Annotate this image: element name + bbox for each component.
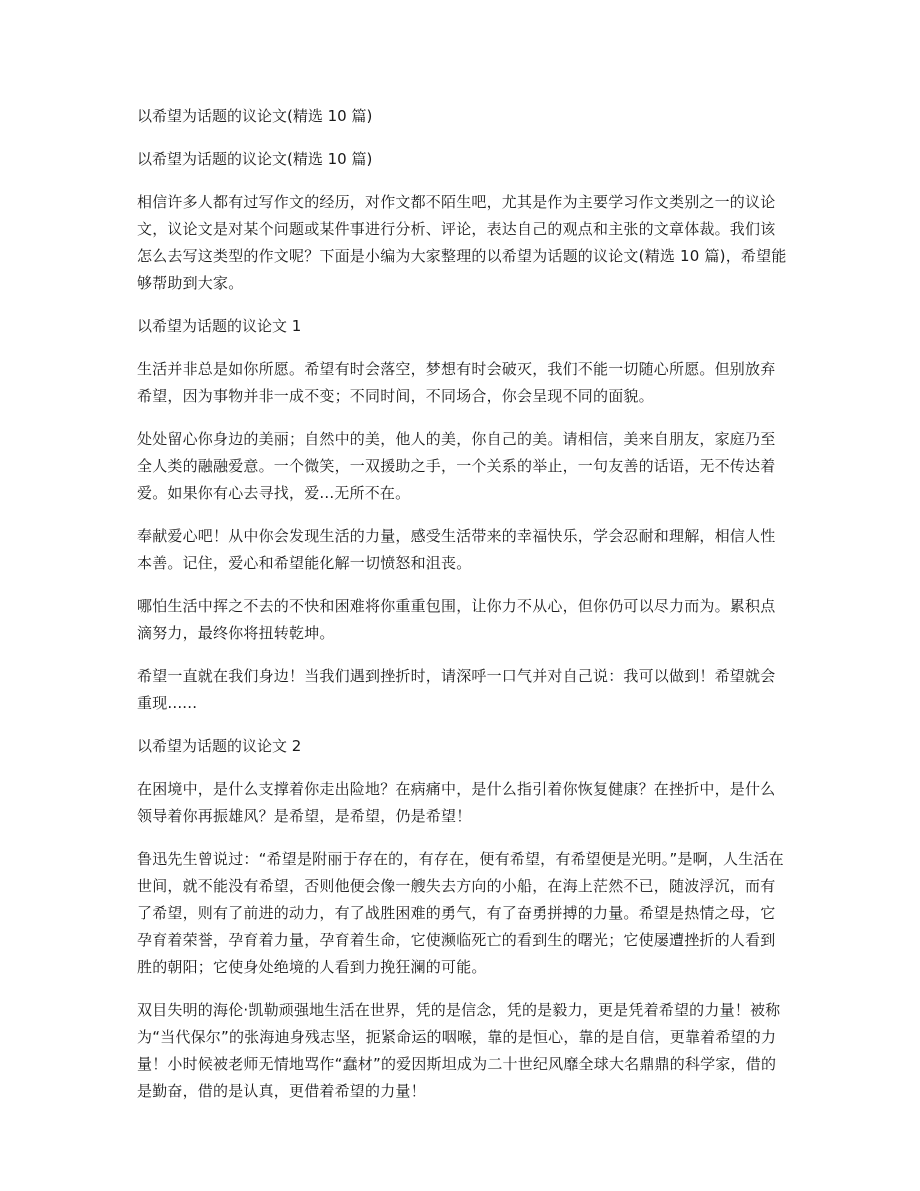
essay-1-paragraph: 希望一直就在我们身边！当我们遇到挫折时，请深呼一口气并对自己说：我可以做到！希望就会重现...... (137, 667, 776, 712)
essay-1-paragraph: 哪怕生活中挥之不去的不快和困难将你重重包围，让你力不从心，但你仍可以尽力而为。累积点滴努力，最终你将扭转乾坤。 (137, 597, 776, 642)
document-subtitle: 以希望为话题的议论文(精选 10 篇) (137, 150, 373, 168)
document-title: 以希望为话题的议论文(精选 10 篇) (137, 107, 373, 125)
essay-2-paragraph: 在困境中，是什么支撑着你走出险地？在病痛中，是什么指引着你恢复健康？在挫折中，是什么领导着你再振雄风？是希望，是希望，仍是希望！ (137, 780, 776, 825)
essay-2-paragraph: 鲁迅先生曾说过：“希望是附丽于存在的，有存在，便有希望，有希望便是光明。”是啊，人生活在世间，就不能没有希望，否则他便会像一艘失去方向的小船，在海上茫然不已，随波浮沉，而有了希望，则有了前进的动力，有了战胜困难的勇气，有了奋勇拼搏的力量。希望是热情之母，它孕育着荣誉，孕育着力量，孕育着生命，它使濒临死亡的看到生的曙光；它使屡遭挫折的人看到胜的朝阳；它使身处绝境的人看到力挽狂澜的可能。 (137, 850, 784, 976)
essay-1-paragraph: 奉献爱心吧！从中你会发现生活的力量，感受生活带来的幸福快乐，学会忍耐和理解，相信人性本善。记住，爱心和希望能化解一切愤怒和沮丧。 (137, 527, 776, 572)
essay-2-paragraph: 双目失明的海伦·凯勒顽强地生活在世界，凭的是信念，凭的是毅力，更是凭着希望的力量！被称为“当代保尔”的张海迪身残志坚，扼紧命运的咽喉，靠的是恒心，靠的是自信，更靠着希望的力量！小时候被老师无情地骂作“蠢材”的爱因斯坦成为二十世纪风靡全球大名鼎鼎的科学家，借的是勤奋，借的是认真，更借着希望的力量！ (137, 1001, 781, 1100)
essay-1-paragraph: 处处留心你身边的美丽；自然中的美，他人的美，你自己的美。请相信，美来自朋友，家庭乃至全人类的融融爱意。一个微笑，一双援助之手，一个关系的举止，一句友善的话语，无不传达着爱。如果你有心去寻找，爱...无所不在。 (137, 430, 776, 502)
intro-paragraph: 相信许多人都有过写作文的经历，对作文都不陌生吧，尤其是作为主要学习作文类别之一的议论文，议论文是对某个问题或某件事进行分析、评论，表达自己的观点和主张的文章体裁。我们该怎么去写这类型的作文呢？下面是小编为大家整理的以希望为话题的议论文(精选 10 篇)，希望能够帮助到大家。 (137, 193, 787, 292)
essay-1-paragraph: 生活并非总是如你所愿。希望有时会落空，梦想有时会破灭，我们不能一切随心所愿。但别放弃希望，因为事物并非一成不变；不同时间，不同场合，你会呈现不同的面貌。 (137, 360, 776, 405)
essay-2-heading: 以希望为话题的议论文 2 (137, 737, 302, 755)
document-page (137, 103, 787, 1121)
essay-1-heading: 以希望为话题的议论文 1 (137, 317, 302, 335)
